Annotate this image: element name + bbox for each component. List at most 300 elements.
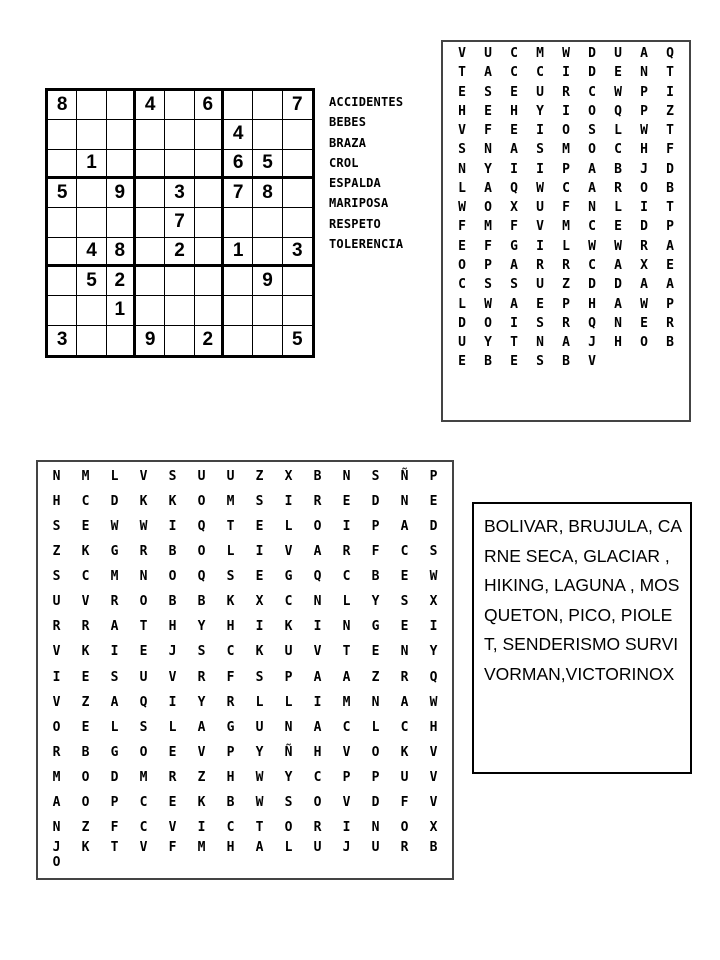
word-search-letter: N	[52, 469, 61, 485]
word-search-letter: G	[284, 569, 293, 585]
sudoku-cell	[165, 267, 194, 296]
sudoku-cell: 9	[253, 267, 282, 296]
word-search-letter: L	[371, 719, 380, 735]
word-search-letter: X	[255, 594, 264, 610]
word-search-letter: Q	[510, 180, 518, 196]
word-list-item: BEBES	[329, 115, 367, 130]
word-search-letter: S	[484, 277, 492, 293]
word-search-letter: E	[168, 794, 177, 810]
word-search-letter: A	[313, 719, 322, 735]
word-search-letter: A	[510, 258, 518, 274]
sudoku-cell: 6	[224, 150, 253, 179]
word-search-letter: W	[484, 296, 492, 312]
word-search-letter: E	[510, 354, 518, 370]
word-search-letter: S	[536, 315, 544, 331]
sudoku-cell	[77, 120, 106, 149]
word-search-letter: N	[52, 819, 61, 835]
word-search-letter: Y	[197, 619, 206, 635]
word-search-letter: S	[168, 469, 177, 485]
word-search-letter: I	[510, 161, 518, 177]
word-search-letter: D	[614, 277, 622, 293]
word-search-letter: U	[400, 769, 409, 785]
word-search-letter: T	[226, 519, 235, 535]
sudoku-cell: 7	[165, 208, 194, 237]
word-search-letter: O	[168, 569, 177, 585]
word-search-letter: I	[342, 519, 351, 535]
word-search-letter: P	[640, 84, 648, 100]
word-search-letter: V	[52, 644, 61, 660]
word-search-letter: K	[226, 594, 235, 610]
word-search-letter: B	[168, 594, 177, 610]
word-search-letter: C	[562, 180, 570, 196]
word-search-letter: I	[562, 103, 570, 119]
sudoku-cell: 5	[77, 267, 106, 296]
word-search-letter: U	[484, 46, 492, 62]
word-search-letter: S	[284, 794, 293, 810]
word-search-letter: L	[342, 594, 351, 610]
word-search-letter: K	[255, 644, 264, 660]
word-search-letter: I	[313, 619, 322, 635]
sudoku-cell	[136, 150, 165, 179]
word-search-letter: P	[429, 469, 438, 485]
word-search-letter: F	[484, 238, 492, 254]
word-search-letter: Z	[81, 694, 90, 710]
word-search-letter: A	[110, 694, 119, 710]
word-search-letter: L	[284, 840, 293, 855]
word-search-letter: N	[342, 619, 351, 635]
sudoku-cell	[253, 296, 282, 325]
word-search-letter: N	[400, 644, 409, 660]
word-search-letter: R	[562, 315, 570, 331]
word-search-letter: A	[510, 296, 518, 312]
word-search-letter: E	[640, 315, 648, 331]
sudoku-cell	[77, 208, 106, 237]
word-search-letter: W	[139, 519, 148, 535]
word-search-letter: K	[81, 544, 90, 560]
word-search-letter: O	[640, 180, 648, 196]
word-search-letter: F	[226, 669, 235, 685]
word-search-letter: A	[614, 296, 622, 312]
sudoku-cell	[48, 238, 77, 267]
sudoku-cell: 5	[292, 329, 303, 351]
word-search-letter: H	[510, 103, 518, 119]
word-search-letter: O	[81, 794, 90, 810]
word-search-letter: E	[81, 519, 90, 535]
word-search-letter: V	[429, 744, 438, 760]
word-search-letter: V	[81, 594, 90, 610]
word-search-letter: I	[666, 84, 674, 100]
word-search-letter: N	[139, 569, 148, 585]
word-search-letter: A	[313, 669, 322, 685]
word-search-letter: N	[640, 65, 648, 81]
word-search-letter: I	[52, 669, 61, 685]
sudoku-cell: 2	[195, 326, 224, 355]
word-search-letter: B	[429, 840, 438, 855]
word-search-letter: O	[197, 494, 206, 510]
word-search-letter: E	[666, 258, 674, 274]
word-search-letter: F	[562, 200, 570, 216]
word-search-letter: I	[168, 694, 177, 710]
word-search-letter: R	[168, 769, 177, 785]
word-search-letter: W	[536, 180, 544, 196]
word-search-letter: S	[226, 569, 235, 585]
word-search-letter: C	[588, 84, 596, 100]
word-search-letter: I	[536, 123, 544, 139]
word-search-letter: K	[197, 794, 206, 810]
word-search-letter: M	[484, 219, 492, 235]
word-search-letter: H	[168, 619, 177, 635]
word-search-letter: S	[536, 142, 544, 158]
sudoku-grid	[45, 88, 315, 358]
sudoku-cell	[283, 150, 312, 179]
word-search-letter: G	[510, 238, 518, 254]
sudoku-cell	[165, 296, 194, 325]
word-search-letter: S	[255, 494, 264, 510]
word-list-outdoor-text: BOLIVAR, BRUJULA, CARNE SECA, GLACIAR , HIKING, LAGUNA , MOSQUETON, PICO, PIOLET, SENDERISMO SURVIVORMAN,VICTORINOX	[484, 516, 683, 684]
word-search-letter: O	[400, 819, 409, 835]
word-search-letter: V	[458, 46, 466, 62]
sudoku-cell: 3	[283, 238, 312, 267]
word-search-letter: G	[110, 744, 119, 760]
sudoku-cell	[224, 296, 253, 325]
word-list-item: CROL	[329, 155, 359, 170]
word-list-item: TOLERENCIA	[329, 237, 404, 252]
word-search-letter: V	[197, 744, 206, 760]
word-search-letter: J	[52, 840, 61, 855]
word-search-letter: D	[588, 46, 596, 62]
word-search-letter: S	[52, 519, 61, 535]
word-search-letter: C	[342, 569, 351, 585]
word-search-letter: V	[429, 794, 438, 810]
word-search-letter: B	[226, 794, 235, 810]
sudoku-cell	[165, 91, 194, 120]
sudoku-cell: 8	[253, 179, 282, 208]
word-search-letter: P	[666, 219, 674, 235]
sudoku-cell: 1	[224, 238, 253, 267]
word-search-letter: W	[588, 238, 596, 254]
word-search-letter: F	[666, 142, 674, 158]
word-search-letter: O	[139, 744, 148, 760]
word-search-letter: X	[510, 200, 518, 216]
sudoku-cell: 8	[107, 238, 136, 267]
word-search-letter: S	[52, 569, 61, 585]
word-search-letter: N	[371, 694, 380, 710]
word-search-letter: C	[588, 258, 596, 274]
sudoku-cell	[253, 91, 282, 120]
sudoku-cell	[136, 296, 165, 325]
word-search-letter: A	[666, 238, 674, 254]
word-search-letter: A	[52, 794, 61, 810]
sudoku-cell: 2	[165, 238, 194, 267]
word-search-letter: J	[588, 335, 596, 351]
word-search-letter: Z	[52, 544, 61, 560]
word-search-letter: D	[429, 519, 438, 535]
word-search-letter: E	[536, 296, 544, 312]
word-search-letter: A	[313, 544, 322, 560]
sudoku-cell	[136, 208, 165, 237]
word-search-letter: W	[640, 123, 648, 139]
word-search-letter: U	[52, 594, 61, 610]
word-search-letter: O	[588, 142, 596, 158]
word-search-letter: H	[52, 494, 61, 510]
word-search-letter: J	[640, 161, 648, 177]
word-search-letter: M	[342, 694, 351, 710]
word-search-letter: Z	[562, 277, 570, 293]
word-search-letter: P	[226, 744, 235, 760]
word-search-letter: T	[139, 619, 148, 635]
word-search-letter: R	[614, 180, 622, 196]
word-search-letter: X	[429, 594, 438, 610]
sudoku-cell	[224, 326, 253, 355]
word-search-letter: Z	[666, 103, 674, 119]
word-search-letter: I	[168, 519, 177, 535]
sudoku-cell	[195, 267, 224, 296]
word-search-letter: A	[562, 335, 570, 351]
sudoku-cell	[253, 326, 282, 355]
word-search-grid-1	[441, 40, 691, 422]
sudoku-cell	[107, 150, 136, 179]
word-search-letter: Y	[484, 335, 492, 351]
word-search-letter: A	[197, 719, 206, 735]
sudoku-cell: 7	[283, 91, 312, 120]
word-search-letter: A	[400, 694, 409, 710]
word-search-letter: S	[458, 142, 466, 158]
sudoku-cell	[283, 120, 312, 149]
word-search-letter: S	[197, 644, 206, 660]
sudoku-cell	[48, 120, 77, 149]
sudoku-cell	[224, 91, 253, 120]
word-search-letter: S	[255, 669, 264, 685]
word-search-letter: C	[588, 219, 596, 235]
word-search-letter: U	[536, 200, 544, 216]
word-search-letter: D	[110, 494, 119, 510]
word-search-letter: I	[255, 619, 264, 635]
word-search-letter: A	[666, 277, 674, 293]
word-search-letter: O	[139, 594, 148, 610]
word-search-letter: E	[81, 719, 90, 735]
word-search-letter: B	[81, 744, 90, 760]
word-search-letter: Q	[588, 315, 596, 331]
sudoku-cell: 1	[107, 296, 136, 325]
word-search-letter: H	[640, 142, 648, 158]
word-search-letter: E	[400, 619, 409, 635]
word-search-letter: U	[197, 469, 206, 485]
sudoku-cell: 4	[224, 120, 253, 149]
sudoku-cell	[253, 120, 282, 149]
word-search-letter: Z	[255, 469, 264, 485]
word-search-letter: I	[255, 544, 264, 560]
word-search-letter: N	[588, 200, 596, 216]
word-search-letter: O	[197, 544, 206, 560]
word-search-letter: F	[510, 219, 518, 235]
word-search-letter: E	[458, 238, 466, 254]
sudoku-cell	[195, 150, 224, 179]
word-search-letter: J	[342, 840, 351, 855]
word-search-letter: U	[284, 644, 293, 660]
word-search-letter: U	[458, 335, 466, 351]
word-search-letter: W	[614, 238, 622, 254]
sudoku-cell: 8	[48, 91, 77, 120]
word-search-letter: O	[52, 855, 61, 870]
word-search-letter: C	[284, 594, 293, 610]
word-search-letter: V	[429, 769, 438, 785]
word-search-letter: Y	[197, 694, 206, 710]
word-search-letter: E	[255, 569, 264, 585]
sudoku-cell	[48, 296, 77, 325]
word-search-letter: K	[168, 494, 177, 510]
word-search-letter: E	[255, 519, 264, 535]
word-search-letter: E	[139, 644, 148, 660]
word-search-letter: P	[666, 296, 674, 312]
sudoku-cell: 5	[48, 179, 77, 208]
word-search-letter: N	[484, 142, 492, 158]
word-search-letter: U	[226, 469, 235, 485]
word-search-letter: V	[588, 354, 596, 370]
sudoku-cell	[48, 267, 77, 296]
word-search-letter: R	[536, 258, 544, 274]
word-search-letter: A	[614, 258, 622, 274]
sudoku-cell	[107, 208, 136, 237]
word-search-letter: L	[110, 469, 119, 485]
word-search-letter: P	[484, 258, 492, 274]
word-search-letter: F	[484, 123, 492, 139]
word-search-letter: O	[562, 123, 570, 139]
word-search-letter: H	[226, 840, 235, 855]
word-search-letter: V	[168, 669, 177, 685]
sudoku-cell: 9	[107, 179, 136, 208]
sudoku-cell	[224, 208, 253, 237]
word-search-letter: U	[139, 669, 148, 685]
sudoku-cell	[283, 208, 312, 237]
word-search-letter: H	[588, 296, 596, 312]
sudoku-cell	[195, 208, 224, 237]
word-search-letter: L	[168, 719, 177, 735]
word-search-letter: A	[510, 142, 518, 158]
word-search-letter: B	[666, 335, 674, 351]
sudoku-cell: 4	[136, 91, 165, 120]
word-search-letter: E	[510, 123, 518, 139]
word-search-letter: K	[400, 744, 409, 760]
word-search-letter: N	[400, 494, 409, 510]
word-search-letter: R	[400, 669, 409, 685]
sudoku-cell	[195, 296, 224, 325]
word-search-letter: C	[400, 719, 409, 735]
word-search-letter: A	[484, 65, 492, 81]
word-search-letter: Y	[484, 161, 492, 177]
word-search-letter: N	[284, 719, 293, 735]
word-search-letter: Y	[429, 644, 438, 660]
word-search-letter: E	[510, 84, 518, 100]
sudoku-cell	[136, 120, 165, 149]
word-search-letter: L	[562, 238, 570, 254]
word-search-letter: A	[255, 840, 264, 855]
word-search-letter: P	[342, 769, 351, 785]
word-search-letter: L	[255, 694, 264, 710]
word-list-item: ESPALDA	[329, 176, 381, 191]
word-search-letter: R	[226, 694, 235, 710]
word-search-letter: I	[342, 819, 351, 835]
word-search-letter: Q	[429, 669, 438, 685]
word-search-letter: W	[429, 569, 438, 585]
word-search-letter: F	[371, 544, 380, 560]
word-search-letter: T	[342, 644, 351, 660]
word-search-letter: P	[640, 103, 648, 119]
sudoku-cell	[283, 267, 312, 296]
word-search-letter: L	[284, 519, 293, 535]
word-search-letter: O	[81, 769, 90, 785]
word-search-letter: R	[400, 840, 409, 855]
word-search-letter: C	[226, 644, 235, 660]
word-search-letter: V	[139, 840, 148, 855]
word-search-letter: B	[371, 569, 380, 585]
word-search-letter: C	[81, 569, 90, 585]
word-list-item: MARIPOSA	[329, 196, 389, 211]
word-search-letter: D	[110, 769, 119, 785]
word-list-swimming	[329, 92, 403, 254]
word-search-letter: B	[168, 544, 177, 560]
sudoku-cell	[195, 179, 224, 208]
word-search-letter: W	[640, 296, 648, 312]
word-search-letter: T	[666, 65, 674, 81]
word-search-letter: M	[110, 569, 119, 585]
word-search-letter: D	[588, 277, 596, 293]
word-search-letter: A	[640, 277, 648, 293]
word-search-letter: L	[458, 180, 466, 196]
word-search-letter: U	[255, 719, 264, 735]
word-search-letter: C	[458, 277, 466, 293]
word-search-letter: W	[458, 200, 466, 216]
word-search-letter: M	[197, 840, 206, 855]
word-search-letter: S	[429, 544, 438, 560]
word-search-letter: I	[536, 161, 544, 177]
word-search-letter: R	[197, 669, 206, 685]
word-search-letter: M	[81, 469, 90, 485]
word-search-letter: S	[510, 277, 518, 293]
word-search-letter: R	[666, 315, 674, 331]
word-search-letter: H	[226, 769, 235, 785]
word-search-letter: H	[429, 719, 438, 735]
word-search-letter: I	[562, 65, 570, 81]
word-search-letter: C	[342, 719, 351, 735]
word-search-letter: P	[110, 794, 119, 810]
word-search-letter: D	[666, 161, 674, 177]
word-search-letter: E	[342, 494, 351, 510]
sudoku-cell	[77, 179, 106, 208]
word-search-letter: S	[371, 469, 380, 485]
word-search-letter: O	[52, 719, 61, 735]
word-search-letter: A	[484, 180, 492, 196]
word-search-letter: C	[313, 769, 322, 785]
word-search-letter: C	[510, 65, 518, 81]
word-search-letter: S	[536, 354, 544, 370]
sudoku-cell	[165, 150, 194, 179]
word-search-letter: N	[313, 594, 322, 610]
word-search-letter: I	[284, 494, 293, 510]
sudoku-cell: 7	[224, 179, 253, 208]
word-search-letter: K	[139, 494, 148, 510]
word-search-letter: M	[226, 494, 235, 510]
word-search-letter: F	[168, 840, 177, 855]
word-search-letter: L	[110, 719, 119, 735]
word-search-letter: E	[371, 644, 380, 660]
word-search-letter: V	[342, 794, 351, 810]
word-search-letter: E	[400, 569, 409, 585]
word-search-letter: X	[284, 469, 293, 485]
word-search-letter: Q	[139, 694, 148, 710]
sudoku-cell: 3	[165, 179, 194, 208]
word-search-letter: C	[614, 142, 622, 158]
word-search-letter: T	[510, 335, 518, 351]
